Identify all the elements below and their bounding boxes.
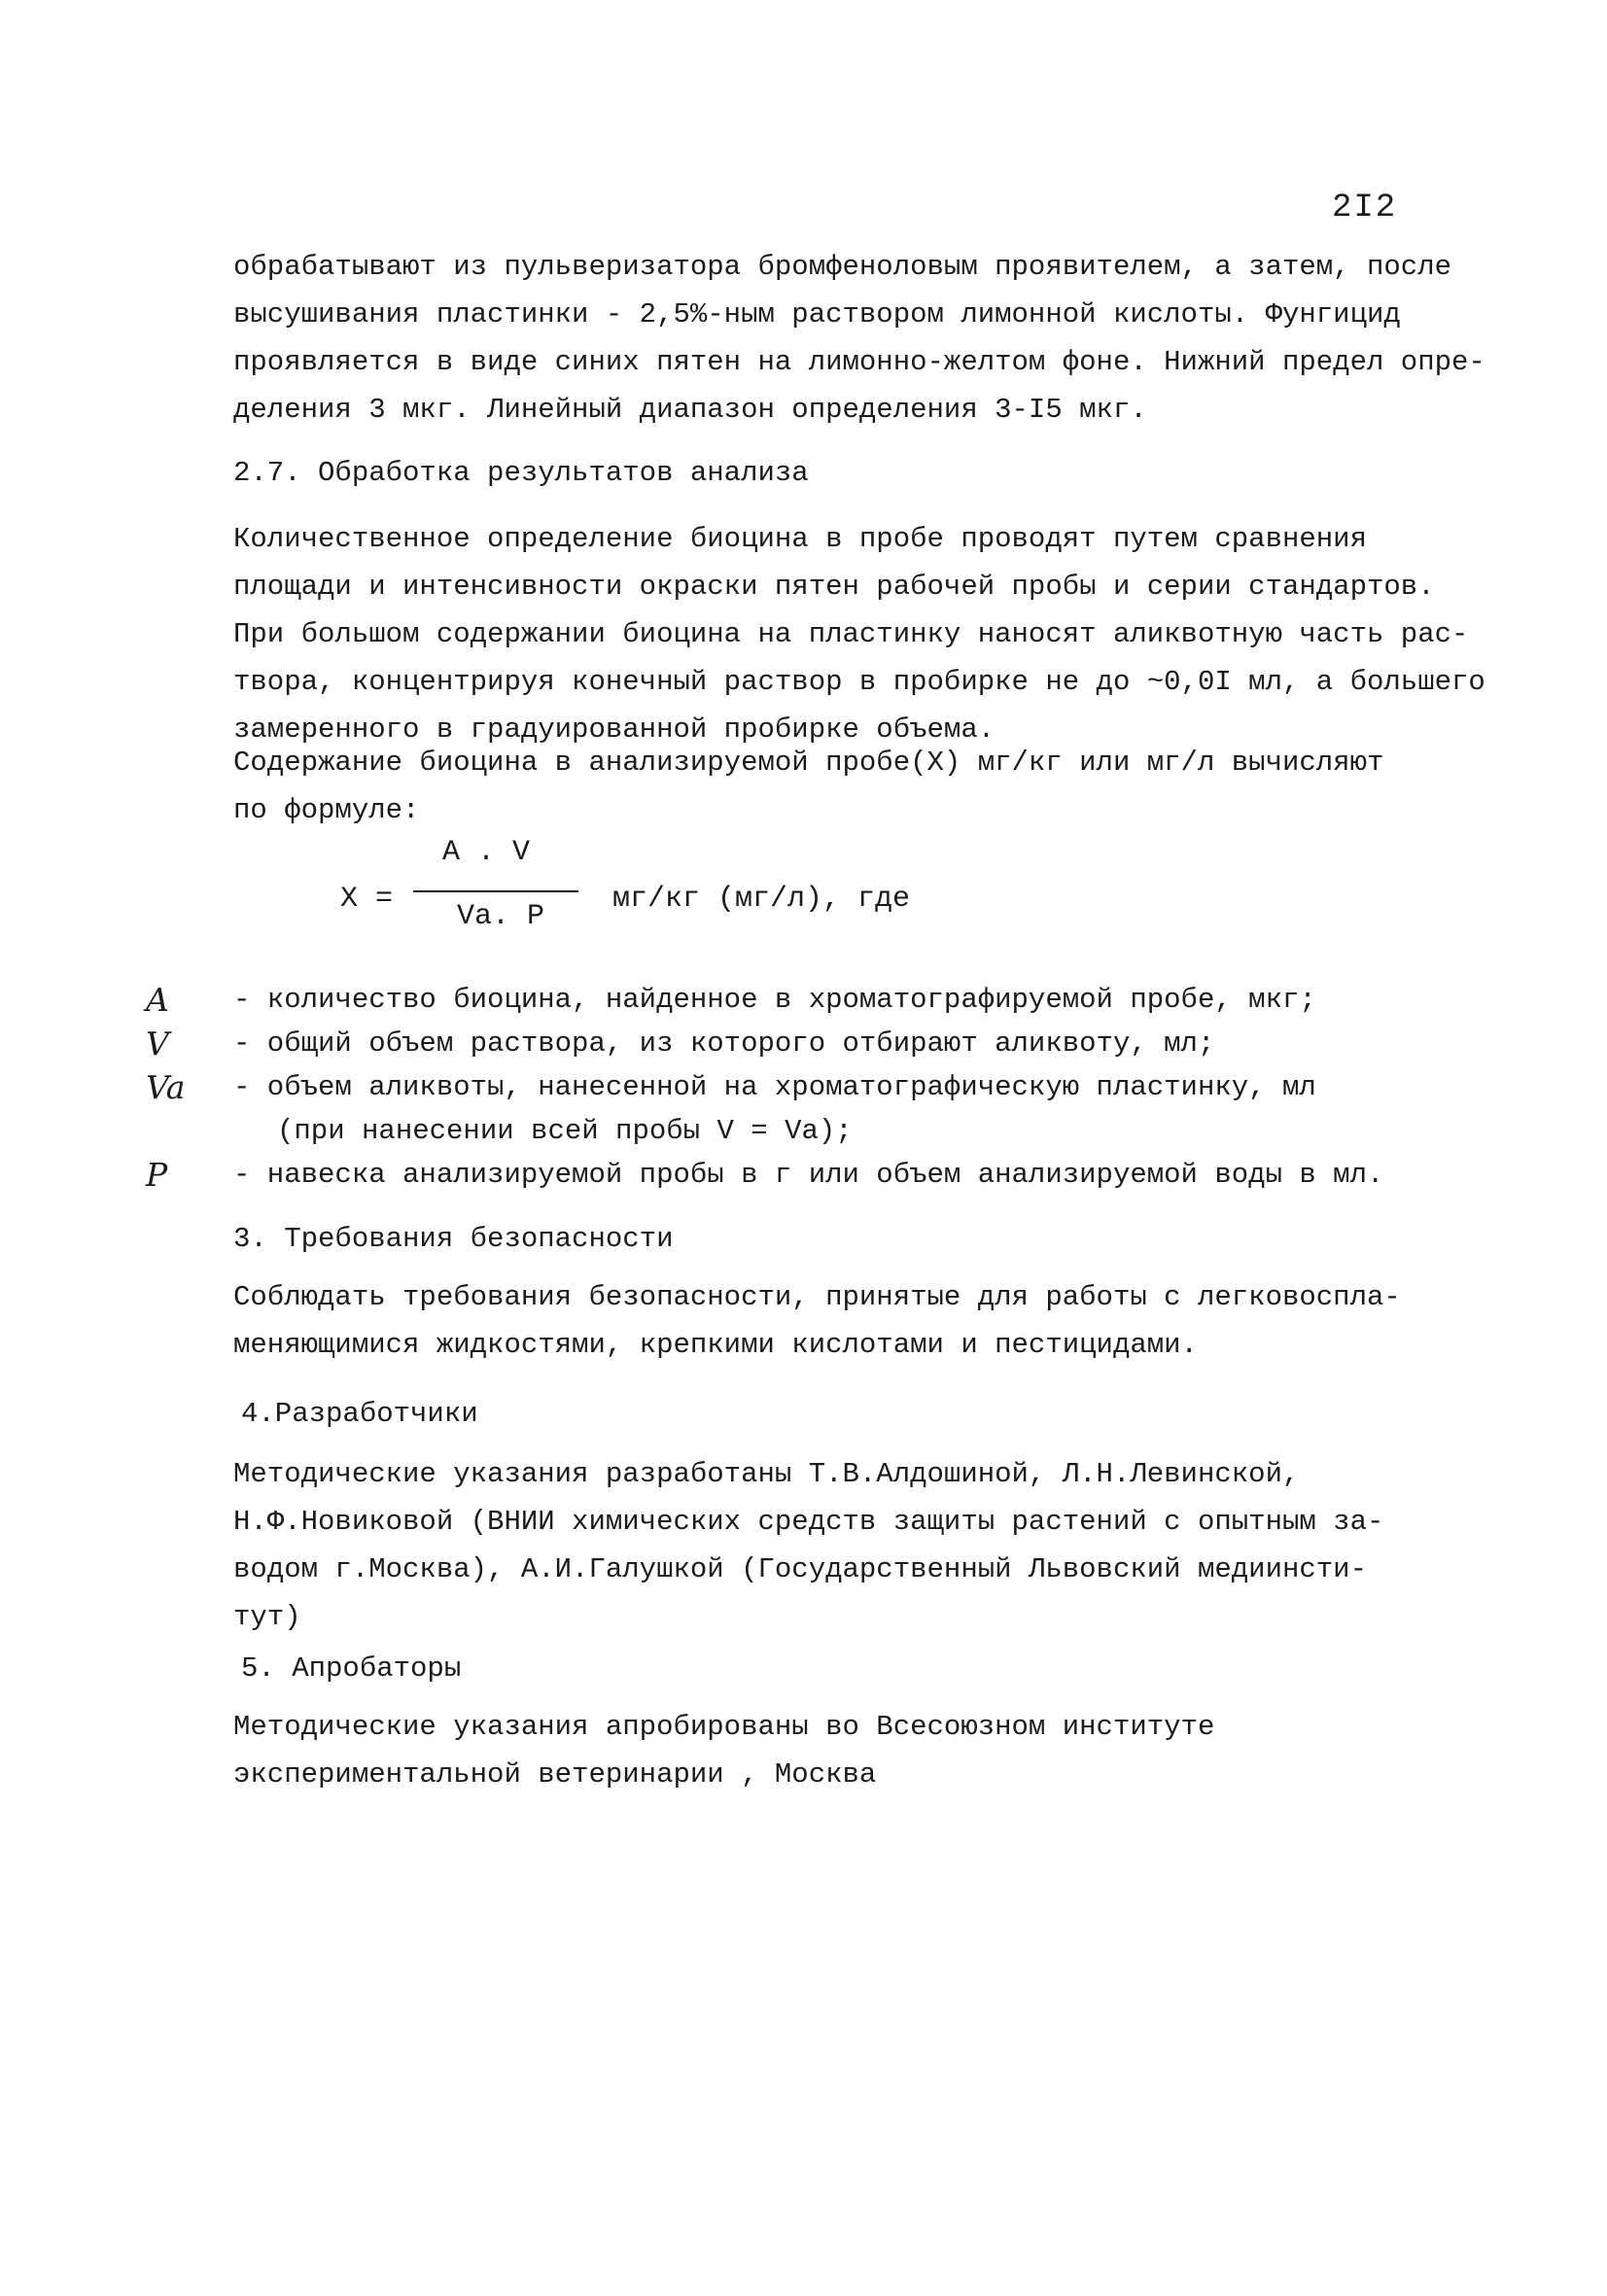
legend-symbol: Va [146,1068,186,1106]
text-line: площади и интенсивности окраски пятен рабочей пробы и серии стандартов. [233,571,1435,603]
section-heading-4: 4.Разработчики [241,1398,478,1430]
formula-unit: мг/кг (мг/л), где [612,883,911,916]
paragraph-detection [233,243,1485,434]
text-line: меняющимися жидкостями, крепкими кислотами и пестицидами. [233,1329,1198,1361]
section-heading-5: 5. Апробаторы [241,1652,462,1685]
formula-numerator: A . V [441,836,530,869]
legend-row [146,1022,1507,1065]
paragraph-testers [233,1703,1478,1798]
legend-row [146,1109,1507,1153]
text-line: обрабатывают из пульверизатора бромфеноловым проявителем, а затем, после [233,251,1452,283]
legend-row [146,1065,1507,1109]
paragraph-formula-intro [233,739,1478,834]
paragraph-quantification [233,515,1485,753]
formula-lhs: X = [340,883,394,916]
legend-symbol: A [146,981,169,1019]
text-line: деления 3 мкг. Линейный диапазон определения 3-I5 мкг. [233,394,1147,426]
legend-text: (при нанесении всей пробы V = Va); [277,1115,853,1147]
formula-denominator: Va. P [456,900,544,933]
text-line: Количественное определение биоцина в пробе проводят путем сравнения [233,523,1367,555]
legend-symbol: V [146,1025,169,1062]
legend-text: - общий объем раствора, из которого отбирают аликвоту, мл; [233,1027,1215,1060]
text-line: высушивания пластинки - 2,5%-ным раствором лимонной кислоты. Фунгицид [233,298,1401,330]
text-line: тут) [233,1601,301,1633]
text-line: Содержание биоцина в анализируемой пробе(X) мг/кг или мг/л вычисляют [233,747,1384,779]
legend-text: - количество биоцина, найденное в хроматографируемой пробе, мкг; [233,984,1316,1016]
formula-legend [146,978,1507,1197]
text-line: При большом содержании биоцина на пластинку наносят аликвотную часть рас- [233,618,1469,650]
legend-text: - навеска анализируемой пробы в г или объем анализируемой воды в мл. [233,1159,1384,1191]
legend-symbol: P [146,1156,168,1194]
text-line: проявляется в виде синих пятен на лимонно-желтом фоне. Нижний предел опре- [233,346,1485,378]
page-number: 2I2 [1332,190,1398,226]
legend-text: - объем аликвоты, нанесенной на хроматографическую пластинку, мл [233,1071,1316,1103]
text-line: по формуле: [233,794,420,826]
paragraph-authors [233,1450,1478,1641]
formula [331,836,1303,972]
text-line: Н.Ф.Новиковой (ВНИИ химических средств защиты растений с опытным за- [233,1506,1384,1538]
paragraph-safety [233,1273,1478,1369]
text-line: экспериментальной ветеринарии , Москва [233,1758,877,1791]
legend-row [146,1153,1507,1197]
text-line: Соблюдать требования безопасности, принятые для работы с легковоспла- [233,1281,1401,1313]
section-heading-2-7: 2.7. Обработка результатов анализа [233,457,809,489]
section-heading-3: 3. Требования безопасности [233,1223,674,1255]
text-line: Методические указания разработаны Т.В.Алдошиной, Л.Н.Левинской, [233,1458,1300,1490]
text-line: Методические указания апробированы во Всесоюзном институте [233,1711,1215,1743]
text-line: замеренного в градуированной пробирке объема. [233,713,996,746]
fraction-bar [413,890,578,892]
text-line: твора, концентрируя конечный раствор в пробирке не до ~0,0I мл, а большего [233,666,1485,698]
text-line: водом г.Москва), А.И.Галушкой (Государственный Львовский медиинсти- [233,1553,1367,1585]
legend-row [146,978,1507,1022]
